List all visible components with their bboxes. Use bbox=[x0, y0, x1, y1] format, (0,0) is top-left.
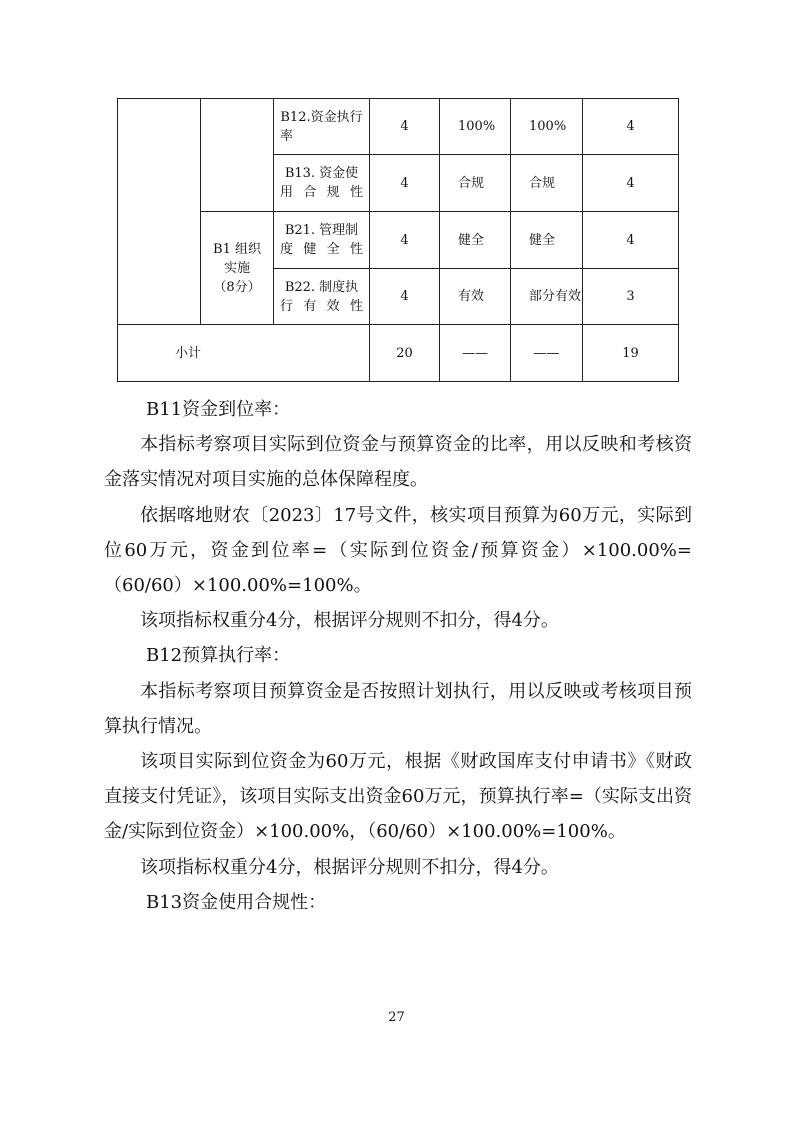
score-cell: 4 bbox=[583, 155, 679, 212]
section-heading: B11资金到位率： bbox=[146, 399, 291, 420]
body-text bbox=[104, 392, 692, 920]
actual-cell: 100% bbox=[511, 99, 583, 155]
group-label-line: （8分） bbox=[213, 279, 261, 295]
table-row-subtotal bbox=[118, 325, 679, 382]
table-row bbox=[118, 212, 679, 269]
paragraph: 该项指标权重分4分，根据评分规则不扣分，得4分。 bbox=[140, 856, 559, 878]
actual-cell: 部分有效 bbox=[511, 269, 583, 325]
score-cell: 4 bbox=[583, 212, 679, 269]
indicator-cell: B21. 管理制度健全性 bbox=[274, 212, 370, 269]
paragraph: 本指标考察项目实际到位资金与预算资金的比率，用以反映和考核资金落实情况对项目实施的总体保障程度。 bbox=[104, 434, 692, 491]
weight-cell: 4 bbox=[370, 155, 440, 212]
target-cell: 健全 bbox=[440, 212, 511, 269]
group-label-line: B1 组织 bbox=[213, 241, 261, 257]
paragraph: 本指标考察项目预算资金是否按照计划执行，用以反映或考核项目预算执行情况。 bbox=[104, 680, 692, 737]
target-cell: 有效 bbox=[440, 269, 511, 325]
category-cell bbox=[118, 99, 201, 325]
indicator-cell: B12.资金执行率 bbox=[274, 99, 370, 155]
actual-cell: 健全 bbox=[511, 212, 583, 269]
page-number: 27 bbox=[388, 1010, 405, 1025]
indicator-cell: B22. 制度执行有效性 bbox=[274, 269, 370, 325]
group-label-line: 实施 bbox=[223, 260, 250, 276]
group-cell-b1 bbox=[201, 212, 274, 325]
score-cell: 19 bbox=[583, 325, 679, 382]
target-cell: 100% bbox=[440, 99, 511, 155]
target-cell: —— bbox=[440, 325, 511, 382]
paragraph: 该项指标权重分4分，根据评分规则不扣分，得4分。 bbox=[140, 610, 559, 632]
weight-cell: 4 bbox=[370, 212, 440, 269]
actual-cell: —— bbox=[511, 325, 583, 382]
paragraph: 依据喀地财农〔2023〕17号文件，核实项目预算为60万元，实际到位60万元，资金到位率=（实际到位资金/预算资金）×100.00%=（60/60）×100.00%=100%。 bbox=[104, 504, 692, 597]
group-cell-b0 bbox=[201, 99, 274, 212]
section-heading: B12预算执行率： bbox=[146, 645, 291, 667]
section-heading: B13资金使用合规性： bbox=[146, 891, 327, 913]
subtotal-label: 小计 bbox=[118, 325, 370, 382]
indicator-cell: B13. 资金使用合规性 bbox=[274, 155, 370, 212]
score-cell: 3 bbox=[583, 269, 679, 325]
evaluation-score-table bbox=[117, 98, 679, 382]
score-cell: 4 bbox=[583, 99, 679, 155]
target-cell: 合规 bbox=[440, 155, 511, 212]
weight-cell: 4 bbox=[370, 99, 440, 155]
actual-cell: 合规 bbox=[511, 155, 583, 212]
weight-cell: 20 bbox=[370, 325, 440, 382]
paragraph: 该项目实际到位资金为60万元，根据《财政国库支付申请书》《财政直接支付凭证》，该项目实际支出资金60万元，预算执行率=（实际支出资金/实际到位资金）×100.00%，（60/60）×100.00%=100%。 bbox=[104, 751, 692, 843]
weight-cell: 4 bbox=[370, 269, 440, 325]
table-row bbox=[118, 99, 679, 155]
